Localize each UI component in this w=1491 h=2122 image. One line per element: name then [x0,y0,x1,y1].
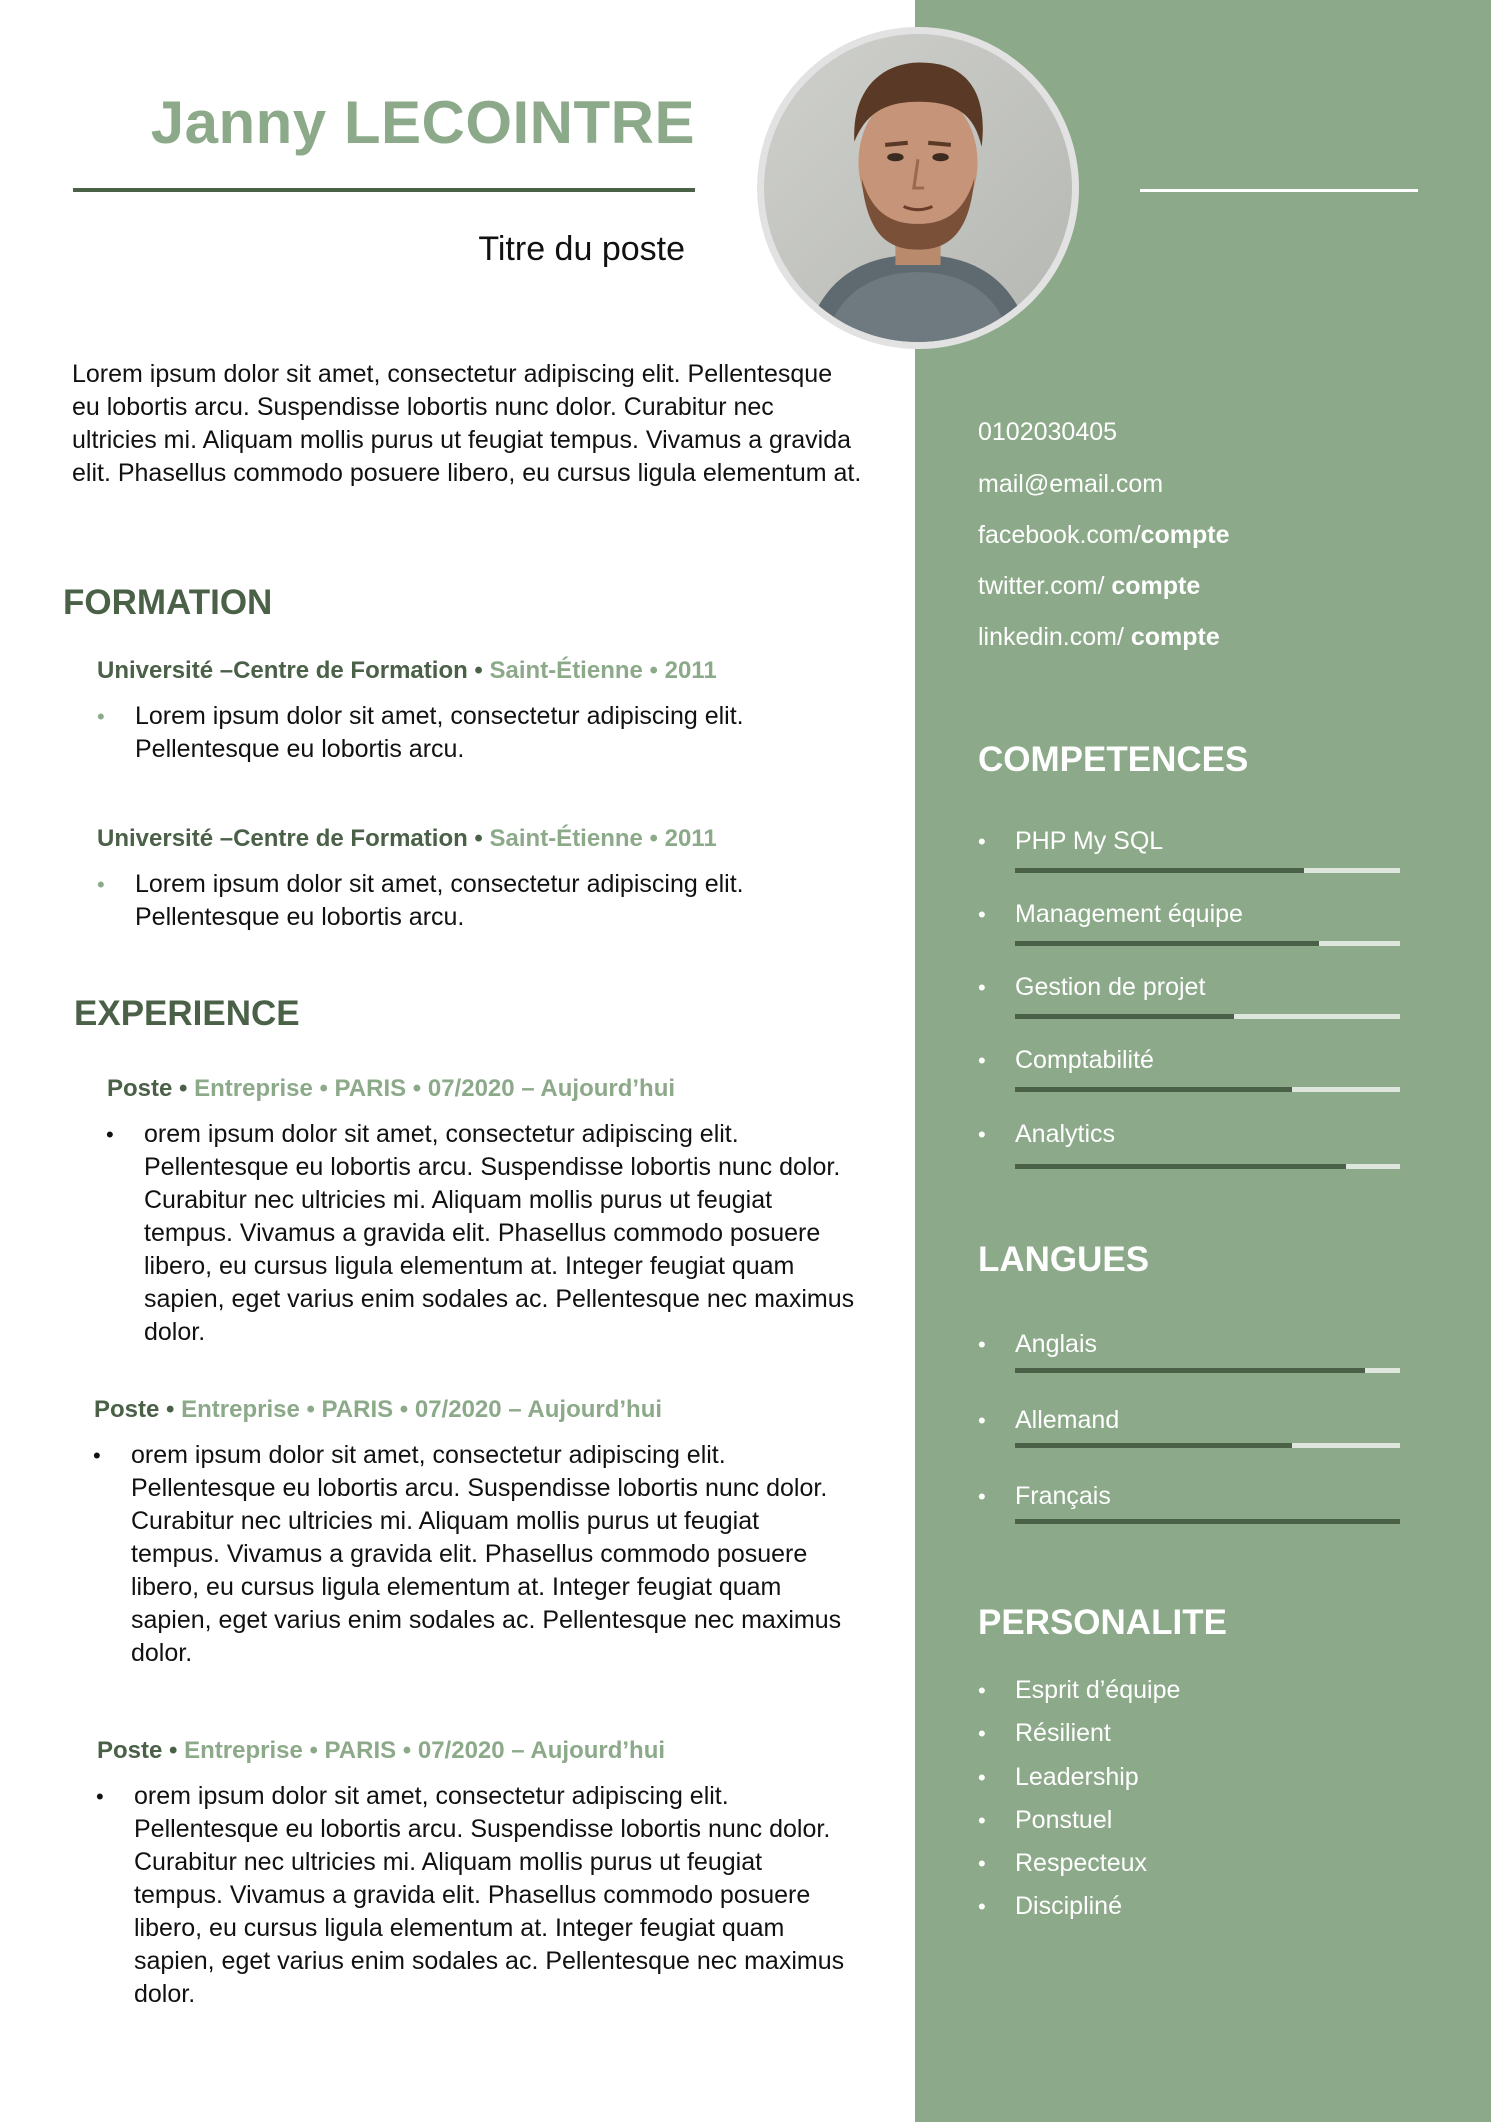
formation-entry-text: Lorem ipsum dolor sit amet, consectetur adipiscing elit. Pellentesque eu lobortis arcu. [135,702,744,763]
language-level-fill [1015,1519,1400,1524]
formation-entry-1-description [97,700,775,766]
separator: • [172,1075,195,1102]
skill-level-fill [1015,1014,1234,1019]
language-level-fill [1015,1368,1365,1373]
school-place-year: Saint-Étienne • 2011 [489,825,717,852]
school-name: Université –Centre de Formation [97,657,468,684]
experience-title: EXPERIENCE [74,994,300,1033]
skill-label: PHP My SQL [1015,827,1164,855]
formation-title: FORMATION [63,583,273,622]
language-label: Anglais [1015,1330,1097,1358]
skill-level-bar [1015,868,1400,873]
skill-level-fill [1015,941,1319,946]
bullet-icon: • [97,872,105,897]
separator: • [467,825,490,852]
formation-entry-text: Lorem ipsum dolor sit amet, consectetur adipiscing elit. Pellentesque eu lobortis arcu. [135,870,744,931]
portrait-image [764,34,1072,342]
experience-entry-2-description [93,1439,851,1670]
language-item [978,1330,1097,1359]
bullet-icon: • [978,1122,986,1147]
skill-item [978,900,1243,929]
personality-item [978,1676,1180,1705]
formation-entry-2-description [97,868,775,934]
bullet-icon: • [978,1765,986,1790]
skill-label: Gestion de projet [1015,973,1206,1001]
personality-label: Esprit d’équipe [1015,1676,1181,1704]
skill-label: Analytics [1015,1120,1116,1148]
skill-level-fill [1015,1164,1346,1169]
languages-title: LANGUES [978,1240,1150,1279]
skill-label: Management équipe [1015,900,1243,928]
experience-entry-1-header [107,1075,675,1103]
bullet-icon: • [978,829,986,854]
contact-twitter[interactable] [978,572,1200,601]
bullet-icon: • [978,902,986,927]
separator: • [467,657,490,684]
personality-label: Résilient [1015,1719,1111,1747]
bullet-icon: • [978,1894,986,1919]
language-level-fill [1015,1443,1292,1448]
separator: • [162,1737,185,1764]
role-details: Entreprise • PARIS • 07/2020 – Aujourd’hui [181,1396,663,1423]
personality-item [978,1719,1111,1748]
language-item [978,1406,1119,1435]
bullet-icon: • [97,704,105,729]
personality-label: Discipliné [1015,1892,1122,1920]
contact-email[interactable]: mail@email.com [978,470,1164,498]
personality-item [978,1806,1112,1835]
bullet-icon: • [978,1408,986,1433]
language-label: Allemand [1015,1406,1120,1434]
facebook-handle: compte [1140,521,1230,549]
facebook-prefix: facebook.com/ [978,521,1141,549]
personality-label: Respecteux [1015,1849,1148,1877]
skill-label: Comptabilité [1015,1046,1154,1074]
bullet-icon: • [978,1048,986,1073]
formation-entry-1-header [97,657,717,685]
skill-level-bar [1015,941,1400,946]
language-level-bar [1015,1443,1400,1448]
role-details: Entreprise • PARIS • 07/2020 – Aujourd’hui [194,1075,676,1102]
formation-entry-2-header [97,825,717,853]
experience-entry-text: orem ipsum dolor sit amet, consectetur adipiscing elit. Pellentesque eu lobortis arcu. Suspendisse lobortis nunc dolor. Curabitur nec ultricies mi. Aliquam mollis purus ut feugiat tempus. Vivamus a gravida elit. Phasellus commodo posuere libero, eu cursus ligula elementum at. Integer feugiat quam sapien, eget varius enim sodales ac. Pellentesque nec maximus dolor. [144,1120,855,1346]
language-level-bar [1015,1519,1400,1524]
separator: • [159,1396,182,1423]
bullet-icon: • [96,1784,104,1809]
language-item [978,1482,1111,1511]
bullet-icon: • [978,1851,986,1876]
candidate-name: Janny LECOINTRE [150,89,695,156]
experience-entry-text: orem ipsum dolor sit amet, consectetur adipiscing elit. Pellentesque eu lobortis arcu. Suspendisse lobortis nunc dolor. Curabitur nec ultricies mi. Aliquam mollis purus ut feugiat tempus. Vivamus a gravida elit. Phasellus commodo posuere libero, eu cursus ligula elementum at. Integer feugiat quam sapien, eget varius enim sodales ac. Pellentesque nec maximus dolor. [131,1441,842,1667]
role-name: Poste [94,1396,160,1423]
skill-item [978,1120,1115,1149]
contact-facebook[interactable] [978,521,1230,550]
intro-paragraph: Lorem ipsum dolor sit amet, consectetur adipiscing elit. Pellentesque eu lobortis arcu. Suspendisse lobortis nunc dolor. Curabitur nec ultricies mi. Aliquam mollis purus ut feugiat tempus. Vivamus a gravida elit. Phasellus commodo posuere libero, eu cursus ligula elementum at. [72,360,862,487]
experience-entry-3-header [97,1737,665,1765]
sidebar-divider [1140,189,1418,192]
twitter-handle: compte [1111,572,1201,600]
bullet-icon: • [978,1808,986,1833]
role-details: Entreprise • PARIS • 07/2020 – Aujourd’hui [184,1737,666,1764]
skill-level-bar [1015,1164,1400,1169]
name-underline [73,188,695,192]
skill-level-fill [1015,1087,1292,1092]
skill-item [978,973,1205,1002]
personality-label: Ponstuel [1015,1806,1113,1834]
skills-title: COMPETENCES [978,740,1249,779]
bullet-icon: • [93,1443,101,1468]
experience-entry-3-description [96,1780,854,2011]
bullet-icon: • [106,1122,114,1147]
experience-entry-2-header [94,1396,662,1424]
personality-item [978,1763,1139,1792]
twitter-prefix: twitter.com/ [978,572,1112,600]
personality-title: PERSONALITE [978,1603,1227,1642]
personality-item [978,1849,1147,1878]
bullet-icon: • [978,1678,986,1703]
bullet-icon: • [978,1484,986,1509]
bullet-icon: • [978,1332,986,1357]
skill-level-bar [1015,1014,1400,1019]
language-label: Français [1015,1482,1111,1510]
bullet-icon: • [978,1721,986,1746]
experience-entry-1-description [106,1118,864,1349]
profile-photo [757,27,1079,349]
school-name: Université –Centre de Formation [97,825,468,852]
job-title: Titre du poste [478,230,685,268]
school-place-year: Saint-Étienne • 2011 [489,657,717,684]
linkedin-handle: compte [1130,623,1220,651]
personality-label: Leadership [1015,1763,1139,1791]
skill-level-fill [1015,868,1304,873]
linkedin-prefix: linkedin.com/ [978,623,1131,651]
bullet-icon: • [978,975,986,1000]
language-level-bar [1015,1368,1400,1373]
contact-linkedin[interactable] [978,623,1220,652]
role-name: Poste [97,1737,163,1764]
contact-phone: 0102030405 [978,418,1118,446]
skill-level-bar [1015,1087,1400,1092]
experience-entry-text: orem ipsum dolor sit amet, consectetur adipiscing elit. Pellentesque eu lobortis arcu. Suspendisse lobortis nunc dolor. Curabitur nec ultricies mi. Aliquam mollis purus ut feugiat tempus. Vivamus a gravida elit. Phasellus commodo posuere libero, eu cursus ligula elementum at. Integer feugiat quam sapien, eget varius enim sodales ac. Pellentesque nec maximus dolor. [134,1782,845,2008]
skill-item [978,1046,1154,1075]
skill-item [978,827,1163,856]
role-name: Poste [107,1075,173,1102]
personality-item [978,1892,1122,1921]
